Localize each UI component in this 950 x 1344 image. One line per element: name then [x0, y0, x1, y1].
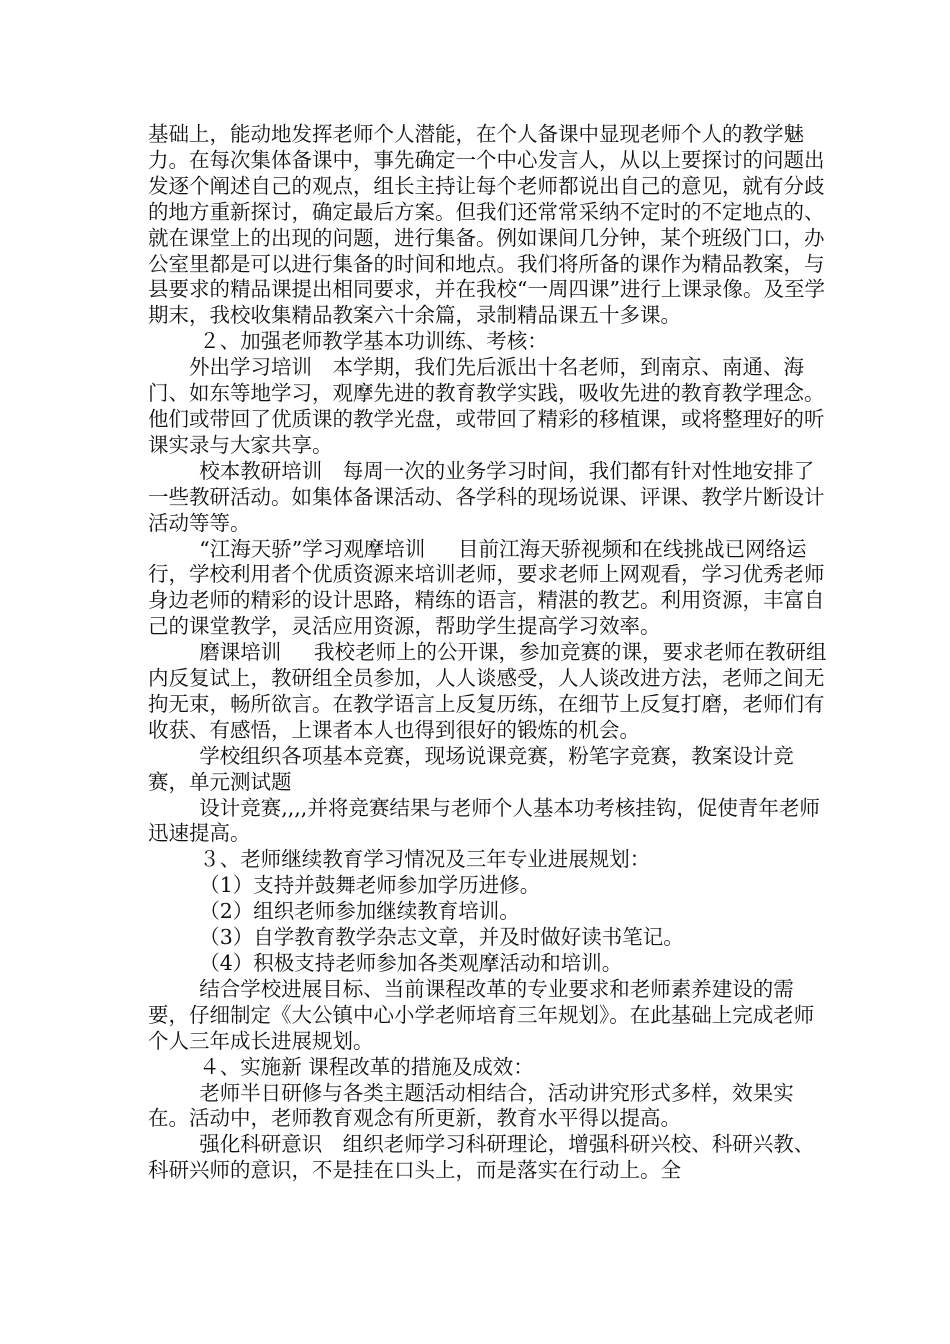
paragraph-heading: 强化科研意识: [199, 1132, 323, 1157]
paragraph-polishing-lessons: [148, 640, 828, 744]
list-item-text: （1）支持并鼓舞老师参加学历进修。: [199, 873, 541, 898]
section-heading-2: [148, 329, 828, 355]
document-body: [148, 122, 828, 1184]
paragraph-half-day-study: [148, 1081, 828, 1133]
paragraph-text: 组织老师学习科研理论，增强科研兴校、科研兴教、科研兴师的意识，不是挂在口头上，而是落实在行动上。全: [148, 1132, 815, 1183]
paragraph-external-training: [148, 355, 828, 459]
paragraph-text: 本学期，我们先后派出十名老师，到南京、南通、海门、如东等地学习，观摩先进的教育教学实践，吸收先进的教育教学理念。他们或带回了优质课的教学光盘，或带回了精彩的移植课，或将整理好的听课实录与大家共享。: [148, 355, 825, 457]
paragraph-text: 学校组织各项基本竞赛，现场说课竞赛，粉笔字竞赛，教案设计竞赛，单元测试题: [148, 743, 794, 794]
list-item-1: [148, 873, 828, 899]
paragraph-text: 基础上，能动地发挥老师个人潜能，在个人备课中显现老师个人的教学魅力。在每次集体备课中，事先确定一个中心发言人，从以上要探讨的问题出发逐个阐述自己的观点，组长主持让每个老师都说出自己的意见，就有分歧的地方重新探讨，确定最后方案。但我们还常常采纳不定时的不定地点的、就在课堂上的出现的问题，进行集备。例如课间几分钟，某个班级门口，办公室里都是可以进行集备的时间和地点。我们将所备的课作为精品教案，与县要求的精品课提出相同要求，并在我校“一周四课”进行上课录像。及至学期末，我校收集精品教案六十余篇，录制精品课五十多课。: [148, 122, 825, 328]
list-item-2: [148, 899, 828, 925]
paragraph-heading: 校本教研培训: [199, 458, 323, 483]
list-item-text: （3）自学教育教学杂志文章，并及时做好读书笔记。: [199, 925, 684, 950]
paragraph-lesson-prep: [148, 122, 828, 329]
paragraph-research-awareness: [148, 1132, 828, 1184]
paragraph-heading: 磨课培训: [199, 640, 282, 665]
list-item-text: （4）积极支持老师参加各类观摩活动和培训。: [199, 951, 623, 975]
paragraph-heading: 外出学习培训: [189, 355, 312, 380]
list-item-4: [148, 951, 828, 977]
section-heading-text: ３、老师继续教育学习情况及三年专业进展规划：: [199, 847, 651, 872]
paragraph-competition-results: [148, 796, 828, 848]
paragraph-text: 我校老师上的公开课，参加竞赛的课，要求老师在教研组内反复试上，教研组全员参加，人人谈感受，人人谈改进方法，老师之间无拘无束，畅所欲言。在教学语言上反复历练，在细节上反复打磨，老师们有收获、有感悟，上课者本人也得到很好的锻炼的机会。: [148, 640, 827, 742]
paragraph-text: 结合学校进展目标、当前课程改革的专业要求和老师素养建设的需要，仔细制定《大公镇中心小学老师培育三年规划》。在此基础上完成老师个人三年成长进展规划。: [148, 976, 815, 1053]
paragraph-heading: “江海天骄”学习观摩培训: [199, 536, 426, 561]
section-heading-4: [148, 1055, 828, 1081]
paragraph-text: 每周一次的业务学习时间，我们都有针对性地安排了一些教研活动。如集体备课活动、各学科的现场说课、评课、教学片断设计活动等等。: [148, 458, 825, 535]
paragraph-text: 目前江海天骄视频和在线挑战已网络运行，学校利用者个优质资源来培训老师，要求老师上网观看，学习优秀老师身边老师的精彩的设计思路，精练的语言，精湛的教艺。利用资源，丰富自己的课堂教学，灵活应用资源，帮助学生提高学习效率。: [148, 536, 825, 639]
paragraph-school-research: [148, 459, 828, 537]
section-heading-text: ２、加强老师教学基本功训练、考核：: [199, 329, 548, 354]
paragraph-jianghai-training: [148, 537, 828, 641]
list-item-3: [148, 925, 828, 951]
paragraph-text: 老师半日研修与各类主题活动相结合，活动讲究形式多样，效果实在。活动中，老师教育观念有所更新，教育水平得以提高。: [148, 1080, 794, 1131]
paragraph-text: 设计竞赛,,,,并将竞赛结果与老师个人基本功考核挂钩，促使青年老师迅速提高。: [148, 795, 820, 846]
paragraph-competitions: [148, 744, 828, 796]
section-heading-3: [148, 847, 828, 873]
list-item-text: （2）组织老师参加继续教育培训。: [199, 899, 520, 924]
section-heading-text: ４、实施新 课程改革的措施及成效：: [199, 1054, 534, 1079]
paragraph-three-year-plan: [148, 977, 828, 1055]
